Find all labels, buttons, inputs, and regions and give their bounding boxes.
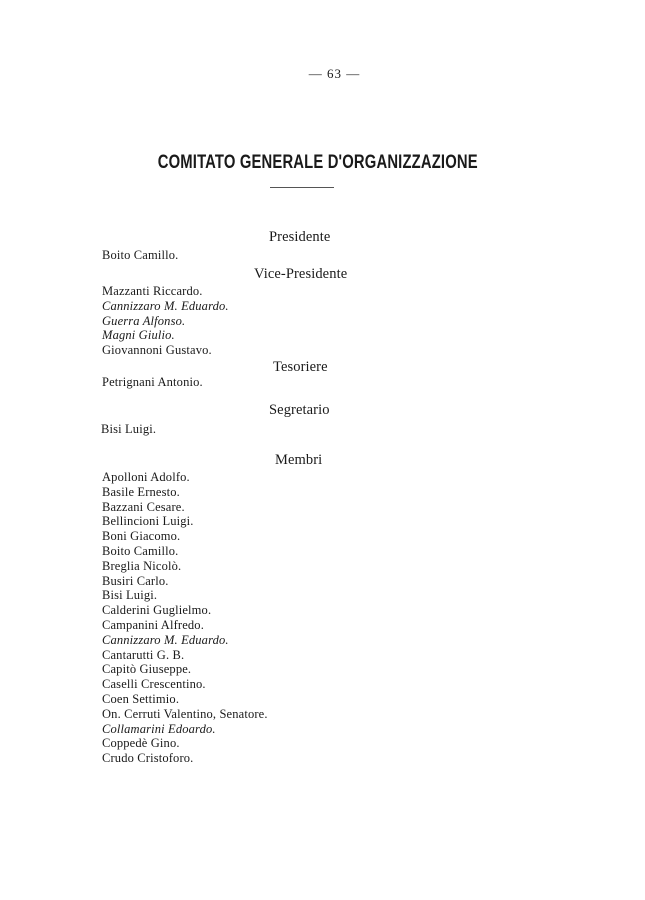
list-item: Capitò Giuseppe. [102, 662, 192, 677]
list-item: Bellincioni Luigi. [102, 514, 194, 529]
tesoriere-name: Petrignani Antonio. [102, 375, 203, 389]
list-item: Campanini Alfredo. [102, 617, 204, 632]
list-item: Coen Settimio. [102, 691, 180, 706]
membri-list [102, 470, 268, 766]
list-item: On. Cerruti Valentino, Senatore. [102, 706, 268, 721]
list-item: Basile Ernesto. [102, 484, 180, 499]
list-item: Boito Camillo. [102, 543, 179, 558]
list-item: Calderini Guglielmo. [102, 603, 212, 618]
list-item: Bisi Luigi. [102, 588, 158, 603]
list-item: Crudo Cristoforo. [102, 751, 194, 766]
segretario-name: Bisi Luigi. [101, 422, 157, 436]
page-title: COMITATO GENERALE D'ORGANIZZAZIONE [157, 152, 478, 173]
list-item: Coppedè Gino. [102, 736, 180, 751]
list-item: Collamarini Edoardo. [102, 721, 216, 736]
list-item: Giovannoni Gustavo. [102, 343, 212, 358]
list-item: Cannizzaro M. Eduardo. [102, 298, 229, 313]
title-underline [270, 187, 334, 188]
list-item: Magni Giulio. [102, 328, 175, 343]
vice-presidente-list [102, 284, 229, 358]
list-item: Breglia Nicolò. [102, 558, 182, 573]
list-item: Bazzani Cesare. [102, 499, 185, 514]
heading-tesoriere: Tesoriere [273, 359, 328, 375]
list-item: Boni Giacomo. [102, 529, 181, 544]
page-number: — 63 — [308, 66, 361, 81]
list-item: Mazzanti Riccardo. [102, 284, 203, 298]
heading-membri: Membri [275, 452, 323, 468]
list-item: Apolloni Adolfo. [102, 470, 190, 484]
list-item: Caselli Crescentino. [102, 677, 206, 692]
list-item: Busiri Carlo. [102, 573, 169, 588]
heading-segretario: Segretario [269, 402, 330, 418]
heading-presidente: Presidente [269, 229, 331, 245]
presidente-name: Boito Camillo. [102, 248, 179, 262]
list-item: Guerra Alfonso. [102, 313, 186, 328]
heading-vice-presidente: Vice-Presidente [254, 266, 348, 282]
list-item: Cannizzaro M. Eduardo. [102, 632, 229, 647]
list-item: Cantarutti G. B. [102, 647, 185, 662]
